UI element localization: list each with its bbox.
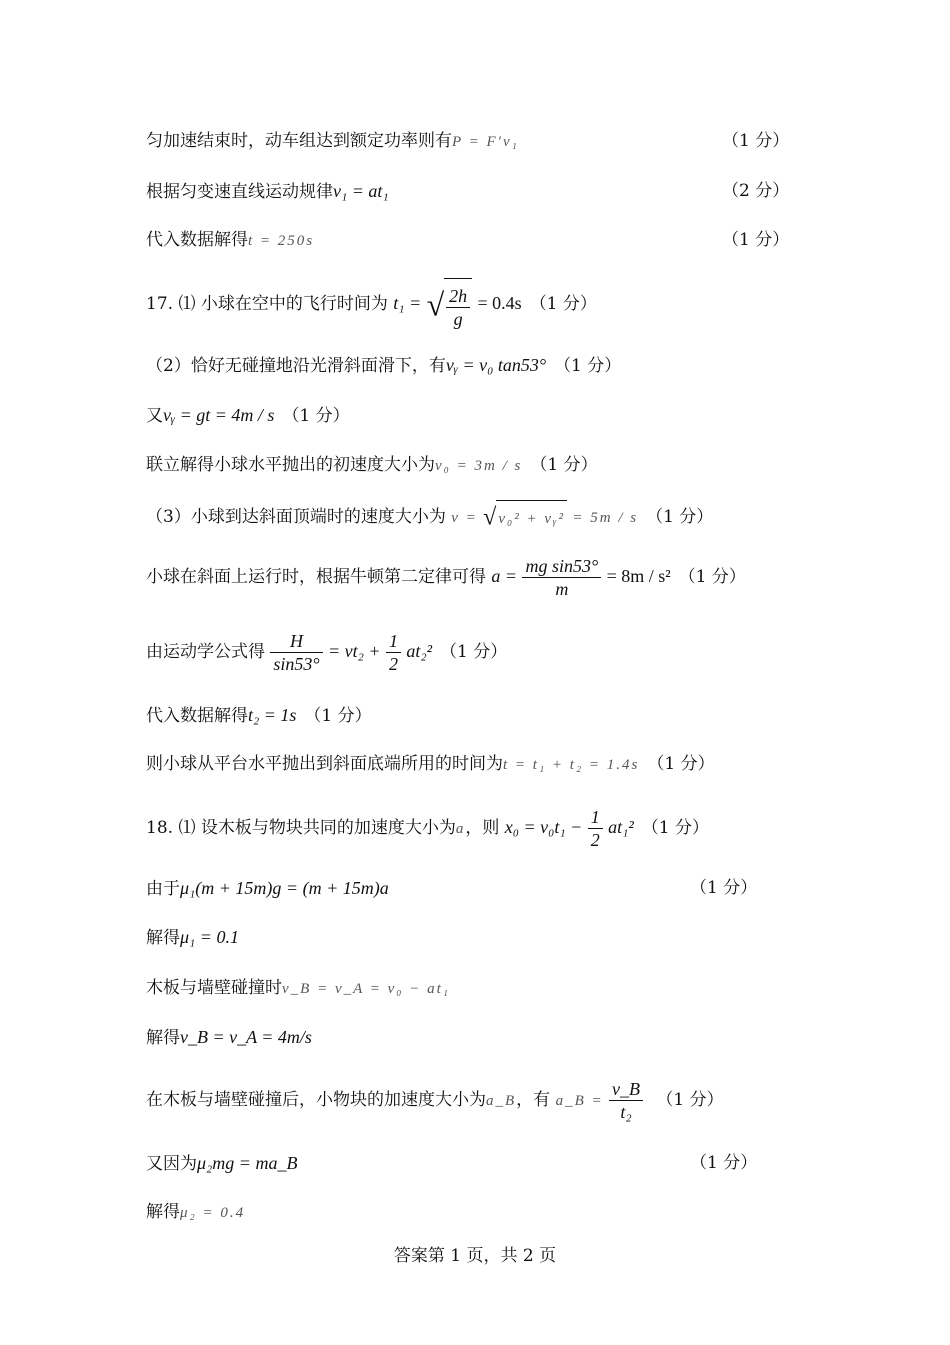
formula: μ₂mg = ma_B	[197, 1153, 298, 1173]
line-text: （2）恰好无碰撞地沿光滑斜面滑下，有	[146, 356, 446, 376]
formula: μ₁(m + 15m)g = (m + 15m)a	[180, 878, 389, 898]
points-label: （1 分）	[530, 455, 598, 475]
formula-rhs: = 0.4s	[477, 293, 522, 313]
fraction-denominator: sin53°	[273, 654, 320, 674]
line-q17-v0	[146, 453, 598, 478]
fraction-denominator: t₂	[620, 1102, 632, 1122]
formula: vᵧ = v₀ tan53°	[445, 355, 547, 375]
fraction	[386, 630, 401, 675]
line-q17-vy	[146, 403, 350, 428]
line-text: 解得	[146, 1202, 180, 1222]
formula: t = 250s	[248, 233, 315, 249]
fraction-numerator: mg sin53°	[522, 555, 601, 578]
line-text: 18. ⑴ 设木板与物块共同的加速度大小为	[146, 818, 456, 838]
line-text-2: ，则	[465, 818, 500, 838]
formula-rhs: at₁²	[608, 817, 634, 837]
line-text: 木板与墙壁碰撞时	[146, 978, 282, 998]
points-label: （1 分）	[529, 294, 597, 314]
page-footer: 答案第 1 页，共 2 页	[393, 1246, 557, 1266]
line-q17-newton	[146, 551, 746, 602]
formula-rhs: = 8m / s²	[606, 566, 671, 586]
fraction-denominator: m	[555, 579, 569, 599]
formula-middle: = vt₂ +	[328, 641, 381, 661]
formula: v₀ = 3m / s	[435, 458, 523, 474]
variable: a	[455, 821, 466, 837]
fraction-numerator: 1	[386, 630, 401, 653]
line-q18-friction	[146, 876, 389, 901]
fraction-denominator: 2	[388, 654, 398, 674]
variable: a_B	[486, 1093, 517, 1109]
line-text: 解得	[146, 928, 180, 948]
line-q18-mu1	[146, 925, 239, 950]
radical-sign: √	[483, 504, 497, 531]
line-q18-collision	[146, 976, 450, 1001]
points-label: （1 分）	[440, 642, 508, 662]
line-q18-mu2	[146, 1200, 245, 1225]
points-label: （1 分）	[722, 230, 790, 250]
fraction	[588, 806, 603, 851]
fraction-numerator: H	[270, 630, 322, 653]
points-label: （1 分）	[641, 818, 709, 838]
line-text: 根据匀变速直线运动规律	[146, 182, 333, 202]
line-power-condition	[146, 129, 519, 154]
formula: P = F′v₁	[452, 134, 519, 150]
line-text: 代入数据解得	[146, 230, 248, 250]
points-label: （1 分）	[554, 356, 622, 376]
formula-lhs: x₀ = v₀t₁ −	[504, 817, 583, 837]
line-time-result	[146, 228, 314, 253]
fraction	[446, 285, 470, 330]
line-text: 又	[146, 406, 163, 426]
line-q17-kinematics	[146, 626, 507, 677]
line-text-2: ，有	[516, 1090, 551, 1110]
line-q18-block-acceleration	[146, 1075, 724, 1126]
line-text: 又因为	[146, 1154, 197, 1174]
line-text: 代入数据解得	[146, 706, 248, 726]
fraction-denominator: g	[453, 308, 463, 329]
formula: t₂ = 1s	[248, 705, 297, 725]
line-q17-total-time	[146, 752, 715, 777]
formula: v_B = v_A = 4m/s	[180, 1027, 312, 1047]
line-q17-slide	[146, 353, 621, 378]
line-text: 匀加速结束时，动车组达到额定功率则有	[146, 131, 452, 151]
fraction	[609, 1078, 643, 1123]
line-q17-t2	[146, 703, 372, 728]
sqrt-radicand: v₀² + vᵧ²	[496, 500, 567, 535]
fraction	[522, 555, 601, 600]
fraction-numerator: 2h	[446, 285, 470, 308]
formula-rhs: = 5m / s	[572, 510, 639, 526]
fraction-numerator: 1	[588, 806, 603, 829]
line-text: （3）小球到达斜面顶端时的速度大小为	[146, 507, 446, 527]
line-text: 在木板与墙壁碰撞后，小物块的加速度大小为	[146, 1090, 486, 1110]
sqrt-radicand	[444, 278, 472, 331]
line-text: 则小球从平台水平抛出到斜面底端所用的时间为	[146, 754, 503, 774]
formula: μ₂ = 0.4	[180, 1205, 246, 1221]
sqrt-expression	[483, 500, 567, 535]
line-q18-vb	[146, 1025, 312, 1050]
formula-lhs: v =	[451, 510, 478, 526]
line-text: 解得	[146, 1028, 180, 1048]
formula: t = t₁ + t₂ = 1.4s	[503, 757, 640, 773]
line-text: 联立解得小球水平抛出的初速度大小为	[146, 455, 435, 475]
points-label: （1 分）	[656, 1090, 724, 1110]
formula: v₁ = at₁	[333, 181, 389, 201]
line-q17-flight-time	[146, 278, 597, 331]
points-label: （1 分）	[678, 567, 746, 587]
points-label: （2 分）	[722, 181, 790, 201]
radical-sign: √	[426, 286, 445, 323]
sqrt-expression	[427, 278, 473, 331]
fraction-denominator: 2	[590, 830, 600, 850]
points-label: （1 分）	[690, 1153, 758, 1173]
points-label: （1 分）	[647, 754, 715, 774]
formula-lhs: a =	[491, 566, 518, 586]
points-label: （1 分）	[690, 878, 758, 898]
formula: μ₁ = 0.1	[180, 927, 239, 947]
formula-rhs: at₂²	[406, 641, 433, 661]
points-label: （1 分）	[722, 131, 790, 151]
fraction	[270, 630, 322, 675]
formula: v_B = v_A = v₀ − at₁	[282, 981, 450, 997]
line-text: 17. ⑴ 小球在空中的飞行时间为	[146, 294, 388, 314]
line-q17-speed-top	[146, 500, 713, 535]
fraction-numerator: v_B	[609, 1078, 643, 1101]
line-q18-common-acceleration	[146, 802, 709, 854]
line-q18-mu2-equation	[146, 1151, 297, 1176]
line-uniform-acceleration	[146, 179, 389, 204]
line-text: 小球在斜面上运行时，根据牛顿第二定律可得	[146, 567, 486, 587]
line-text: 由于	[146, 879, 180, 899]
formula: vᵧ = gt = 4m / s	[163, 405, 275, 425]
points-label: （1 分）	[646, 507, 714, 527]
points-label: （1 分）	[282, 406, 350, 426]
formula-lhs: a_B =	[555, 1093, 604, 1109]
formula-lhs: t₁ =	[393, 293, 422, 313]
line-text: 由运动学公式得	[146, 642, 265, 662]
points-label: （1 分）	[304, 706, 372, 726]
